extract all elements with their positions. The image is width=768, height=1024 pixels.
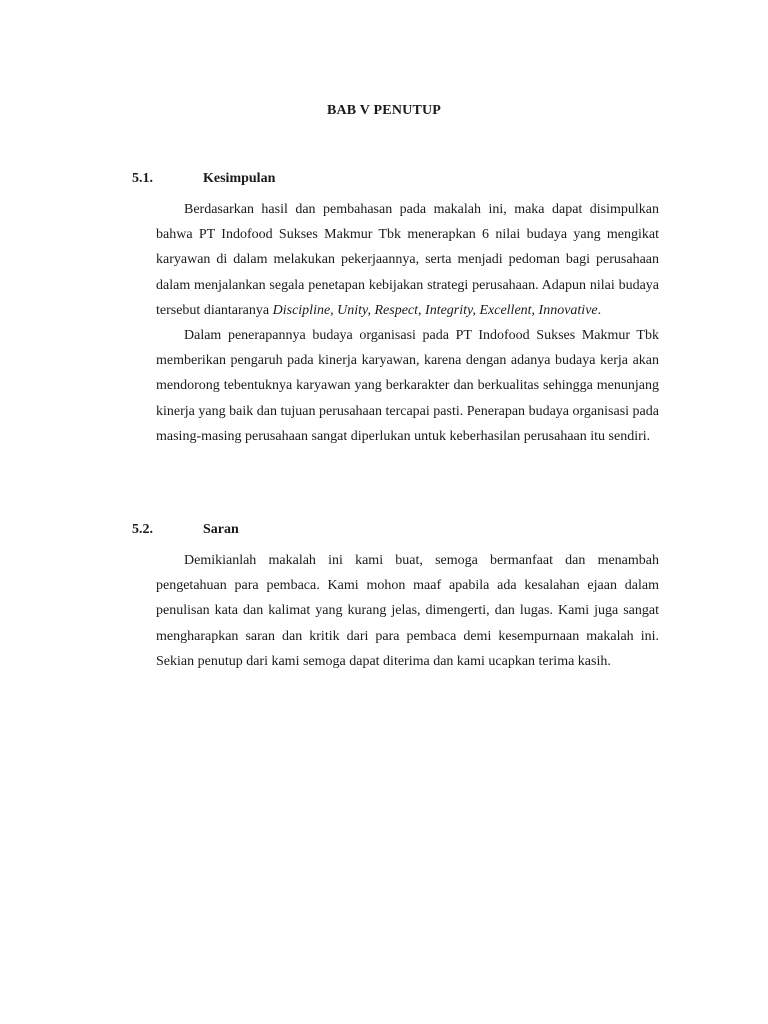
paragraph <box>156 323 659 449</box>
section-saran <box>132 522 659 674</box>
section-title: Kesimpulan <box>203 171 276 186</box>
paragraph <box>156 548 659 674</box>
culture-values: Discipline, Unity, Respect, Integrity, Excellent, Innovative <box>272 302 598 318</box>
section-number: 5.2. <box>132 522 153 537</box>
section-title: Saran <box>203 522 239 537</box>
section-number: 5.1. <box>132 171 153 186</box>
paragraph-text: Demikianlah makalah ini kami buat, semoga bermanfaat dan menambah pengetahuan para pembaca. Kami mohon maaf apabila ada kesalahan ejaan dalam penulisan kata dan kalimat yang kurang jelas, dimengerti, dan lugas. Kami juga sangat mengharapkan saran dan kritik dari para pembaca demi kesempurnaan makalah ini. Sekian penutup dari kami semoga dapat diterima dan kami ucapkan terima kasih. <box>156 553 659 669</box>
paragraph-text: Dalam penerapannya budaya organisasi pada PT Indofood Sukses Makmur Tbk memberikan pengaruh pada kinerja karyawan, karena dengan adanya budaya kerja akan mendorong tebentuknya karyawan yang berkarakter dan berkualitas sehingga menunjang kinerja yang baik dan tujuan perusahaan tercapai pasti. Penerapan budaya organisasi pada masing-masing perusahaan sangat diperlukan untuk keberhasilan perusahaan itu sendiri. <box>156 328 659 444</box>
paragraph-text: Berdasarkan hasil dan pembahasan pada makalah ini, maka dapat disimpulkan bahwa PT Indofood Sukses Makmur Tbk menerapkan 6 nilai budaya yang mengikat karyawan di dalam melakukan pekerjaannya, serta menjadi pedoman bagi perusahaan dalam menjalankan segala penetapan kebijakan strategi perusahaan. Adapun nilai budaya tersebut diantaranya <box>156 202 659 318</box>
section-kesimpulan <box>132 171 659 449</box>
section-heading <box>132 171 659 197</box>
section-heading <box>132 522 659 548</box>
chapter-title: BAB V PENUTUP <box>326 103 442 118</box>
paragraph-end: . <box>597 302 602 318</box>
paragraph <box>156 197 659 323</box>
